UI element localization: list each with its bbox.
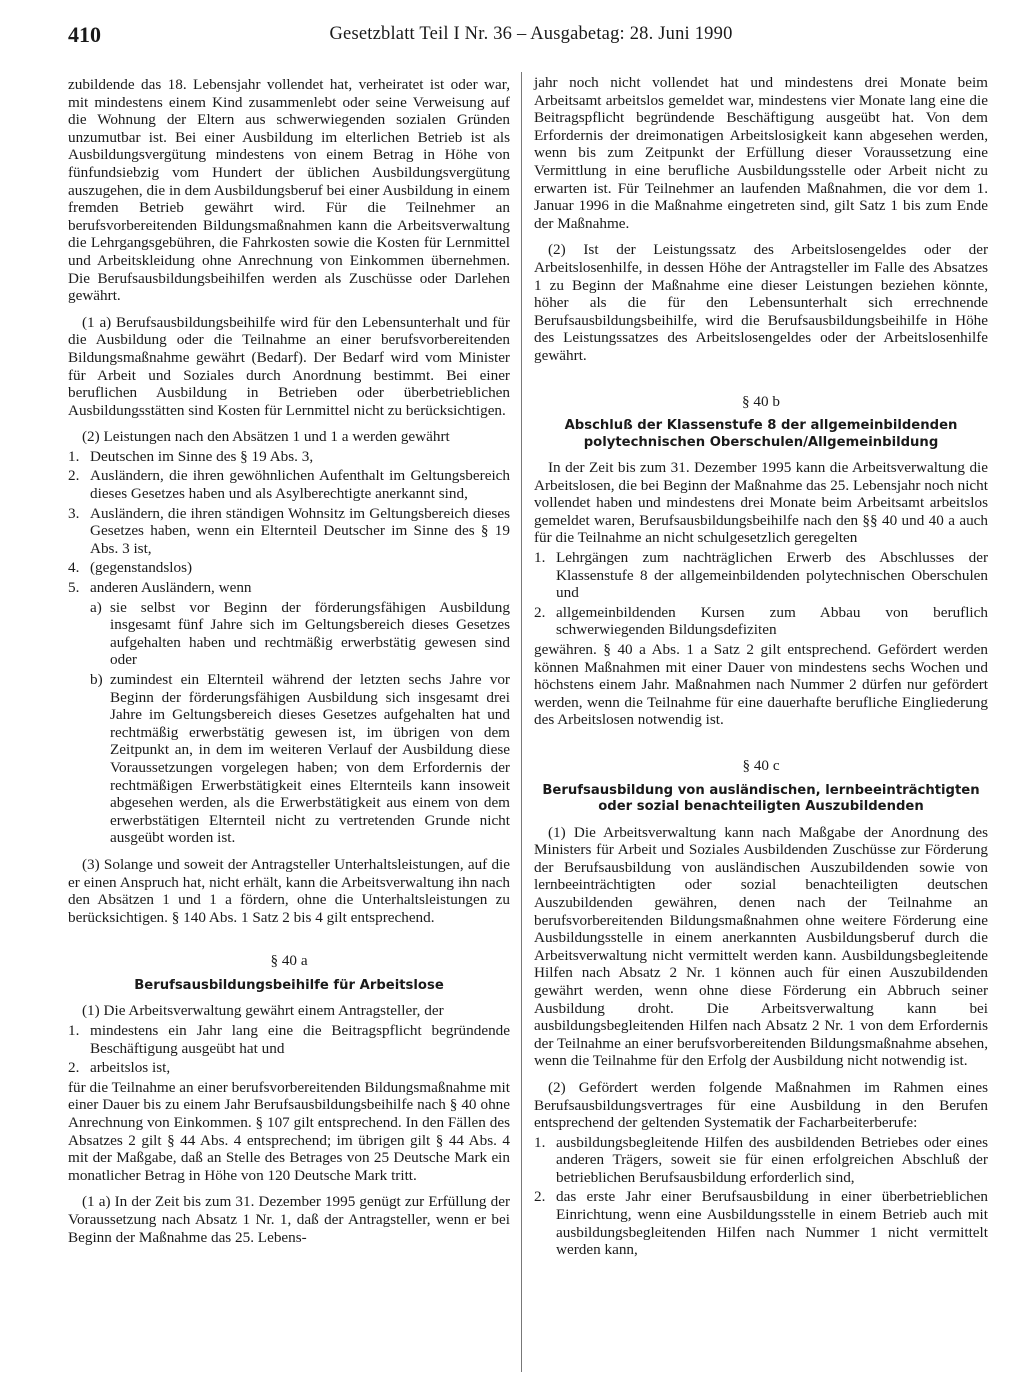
paragraph: (2) Ist der Leistungssatz des Arbeitslosengeldes oder der Arbeitslosenhilfe, in dessen Höhe der Antragsteller im Falle des Absatzes 1 zu Beginn der Maßnahme eine dieser Leistungen beziehen könnte, höher als die für den Lebensunterhalt sich errechnende Berufsausbildungsbeihilfe, wird die Berufsausbildungsbeihilfe in Höhe des Leistungssatzes des Arbeitslosengeldes oder der Arbeitslosenhilfe gewährt. — [534, 241, 988, 364]
list-item: 1. Deutschen im Sinne des § 19 Abs. 3, — [68, 447, 314, 465]
paragraph: zubildende das 18. Lebensjahr vollendet hat, verheiratet ist oder war, mit mindestens einem Kind zusammenlebt oder seine Verweisung auf die Wohnung der Eltern aus schwerwiegenden sozialen Gründen unzumutbar ist. Bei einer Ausbildung im elterlichen Betrieb ist als Ausbildungsvergütung mindestens von einem Betrag in Höhe von fünfundsiebzig vom Hundert der üblichen Ausbildungsvergütung auszugehen, die in dem Ausbildungsberuf bei einer Ausbildung in einem fremden Betrieb gewährt wird. Für die Teilnehmer an berufsvorbereitenden Bildungsmaßnahmen kann die Arbeitsverwaltung die Lehrgangsgebühren, die Fahrkosten sowie die Kosten für Lernmittel und Arbeitskleidung ohne Anrechnung von Einkommen übernehmen. Die Berufsausbildungsbeihilfen werden als Zuschüsse oder Darlehen gewährt. — [68, 76, 510, 305]
list-item: 1. Lehrgängen zum nachträglichen Erwerb des Abschlusses der Klassenstufe 8 der allgemeinbildenden polytechnischen Oberschulen und — [534, 549, 988, 602]
paragraph: jahr noch nicht vollendet hat und mindestens drei Monate beim Arbeitsamt arbeitslos gemeldet war, mindestens vier Monate lang eine die Beitragspflicht begründende Beschäftigung ausgeübt hat. Von dem Erfordernis der dreimonatigen Arbeitslosigkeit kann abgesehen werden, wenn bis zum Zeitpunkt der Erfüllung dieser Voraussetzung eine Vermittlung in eine berufliche Ausbildungsstelle oder Arbeit nicht zu erwarten ist. Für Teilnehmer an laufenden Maßnahmen, die vor dem 1. Januar 1996 in die Maßnahme eingetreten sind, gilt Satz 1 bis zum Ende der Maßnahme. — [534, 74, 988, 232]
gazette-title: Gesetzblatt Teil I Nr. 36 – Ausgabetag: 28. Juni 1990 — [329, 24, 733, 44]
section-title-40a: Berufsausbildungsbeihilfe für Arbeitslose — [134, 977, 444, 993]
page-header — [68, 22, 994, 52]
list-item: 3. Ausländern, die ihren ständigen Wohnsitz im Geltungsbereich dieses Gesetzes haben, wenn ein Elternteil Deutscher im Sinne des § 19 Abs. 3 ist, — [68, 504, 510, 557]
paragraph: (1 a) Berufsausbildungsbeihilfe wird für den Lebensunterhalt und für die Ausbildung oder die Teilnahme an einer berufsvorbereitenden Bildungsmaßnahme gewährt (Bedarf). Der Bedarf wird vom Minister für Arbeit und Soziales durch Anordnung bestimmt. Bei einer beruflichen Ausbildung in Betrieben oder überbetrieblichen Ausbildungsstätten sind Kosten für Lernmittel nicht zu berücksichtigen. — [68, 313, 510, 419]
numbered-list — [534, 1134, 988, 1259]
paragraph: gewähren. § 40 a Abs. 1 a Satz 2 gilt entsprechend. Gefördert werden können Maßnahmen mit einer Dauer von mindestens sechs Wochen und höchstens einem Jahr. Maßnahmen nach Nummer 2 dürfen nur gefördert werden, wenn die Teilnahme für eine dauerhafte berufliche Eingliederung des Arbeitslosen notwendig ist. — [534, 641, 988, 729]
list-item: 2. das erste Jahr einer Berufsausbildung in einer überbetrieblichen Einrichtung, wenn eine Ausbildungsstelle in einem Betrieb auch mit ausbildungsbegleitenden Hilfen nach Nummer 1 nicht vermittelt werden kann, — [534, 1188, 988, 1259]
paragraph: (3) Solange und soweit der Antragsteller Unterhaltsleistungen, auf die er einen Anspruch hat, nicht erhält, kann die Arbeitsverwaltung ihn nach den Absätzen 1 und 1 a fördern, ohne die Unterhaltsleistungen zu berücksichtigen. § 140 Abs. 1 Satz 2 bis 4 gilt entsprechend. — [68, 855, 510, 926]
section-heading-40c: § 40 c — [742, 757, 780, 774]
left-column — [68, 76, 510, 1255]
section-heading-40a: § 40 a — [270, 952, 308, 970]
list-item: 4. (gegenstandslos) — [68, 559, 193, 577]
list-item: 2. arbeitslos ist, — [68, 1059, 171, 1077]
right-column — [534, 74, 988, 1268]
list-subitem: a) sie selbst vor Beginn der förderungsfähigen Ausbildung insgesamt fünf Jahre sich im Geltungsbereich dieses Gesetzes aufgehalten haben und rechtmäßig erwerbstätig gewesen sind oder — [90, 598, 510, 669]
paragraph: (2) Gefördert werden folgende Maßnahmen im Rahmen eines Berufsausbildungsvertrages für eine Ausbildung in den Berufen entsprechend der geltenden Systematik der Facharbeiterberufe: — [534, 1078, 988, 1132]
page-number: 410 — [68, 22, 101, 47]
numbered-list — [68, 1022, 510, 1077]
list-item: 1. mindestens ein Jahr lang eine die Beitragspflicht begründende Beschäftigung ausgeübt hat und — [68, 1022, 510, 1057]
paragraph: (2) Leistungen nach den Absätzen 1 und 1 a werden gewährt — [82, 428, 450, 446]
section-title-40c: Berufsausbildung von ausländischen, lernbeeinträchtigten oder sozial benachteiligten Auszubildenden — [542, 782, 980, 815]
paragraph: In der Zeit bis zum 31. Dezember 1995 kann die Arbeitsverwaltung die Arbeitslosen, die bei Beginn der Maßnahme das 25. Lebensjahr noch nicht vollendet haben und mindestens drei Monate beim Arbeitsamt arbeitslos gemeldet waren, Berufsausbildungsbeihilfe nach den §§ 40 und 40 a auch für die Teilnahme an nicht schulgesetzlich geregelten — [534, 459, 988, 547]
paragraph: (1 a) In der Zeit bis zum 31. Dezember 1995 genügt zur Erfüllung der Voraussetzung nach Absatz 1 Nr. 1, daß der Antragsteller, wenn er bei Beginn der Maßnahme das 25. Lebens- — [68, 1193, 510, 1246]
section-title-40b: Abschluß der Klassenstufe 8 der allgemeinbildenden polytechnischen Oberschulen/Allgemeinbildung — [564, 418, 958, 450]
list-subitem: b) zumindest ein Elternteil während der letzten sechs Jahre vor Beginn der förderungsfähigen Ausbildung sich insgesamt drei Jahre im Geltungsbereich dieses Gesetzes aufgehalten hat und rechtmäßig erwerbstätig gewesen ist, im übrigen von dem Zeitpunkt an, in dem im weiteren Verlauf der Ausbildung diese Voraussetzungen vorgelegen haben; von dem Erfordernis der rechtmäßigen Erwerbstätigkeit eines Elternteils kann insoweit abgesehen werden, als die Erwerbstätigkeit aus einem von dem erwerbstätigen Elternteil nicht zu vertretenden Grunde nicht ausgeübt worden ist. — [90, 671, 510, 847]
list-item: 5. anderen Ausländern, wenn — [68, 579, 252, 597]
list-item: 2. allgemeinbildenden Kursen zum Abbau von beruflich schwerwiegenden Bildungsdefiziten — [534, 603, 988, 639]
column-divider — [521, 72, 522, 1372]
paragraph: für die Teilnahme an einer berufsvorbereitenden Bildungsmaßnahme mit einer Dauer bis zu einem Jahr Berufsausbildungsbeihilfe nach § 40 ohne Anrechnung von Einkommen. § 107 gilt entsprechend. In den Fällen des Absatzes 2 gilt § 44 Abs. 4 entsprechend; im übrigen gilt § 44 Abs. 4 mit der Maßgabe, daß an Stelle des Betrages von 25 Deutsche Mark ein monatlicher Betrag in Höhe von 120 Deutsche Mark tritt. — [68, 1078, 510, 1184]
section-heading-40b: § 40 b — [742, 392, 780, 410]
numbered-list — [534, 549, 988, 639]
paragraph: (1) Die Arbeitsverwaltung kann nach Maßgabe der Anordnung des Ministers für Arbeit und Soziales Ausbildenden Zuschüsse zur Förderung der Berufsausbildung von ausländischen Auszubildenden sowie von lernbeeinträchtigten oder sozial benachteiligten deutschen Auszubildenden gewähren, denen nach der Teilnahme an berufsvorbereitenden Bildungsmaßnahmen ohne weitere Förderung eine Ausbildungsstelle in einem anerkannten Ausbildungsberuf durch die Arbeitsverwaltung nicht vermittelt werden kann. Ausbildungsbegleitende Hilfen nach Absatz 2 Nr. 1 können auch für einen Auszubildenden gewährt werden, wenn ohne diese Förderung ein Abbruch seiner Ausbildung droht. Die Arbeitsverwaltung kann bei ausbildungsbegleitenden Hilfen nach Absatz 2 Nr. 1 von dem Erfordernis der Teilnahme an einer berufsvorbereitenden Bildungsmaßnahme absehen, wenn die Teilnahme für den Erfolg der Ausbildung nicht notwendig ist. — [534, 823, 988, 1070]
list-item: 1. ausbildungsbegleitende Hilfen des ausbildenden Betriebes oder eines anderen Trägers, soweit sie für einen erfolgreichen Abschluß der betrieblichen Berufsausbildung erforderlich sind, — [534, 1133, 988, 1186]
numbered-list — [68, 448, 510, 847]
paragraph: (1) Die Arbeitsverwaltung gewährt einem Antragsteller, der — [82, 1002, 444, 1020]
list-item: 2. Ausländern, die ihren gewöhnlichen Aufenthalt im Geltungsbereich dieses Gesetzes haben und als Asylberechtigte anerkannt sind, — [68, 467, 510, 503]
